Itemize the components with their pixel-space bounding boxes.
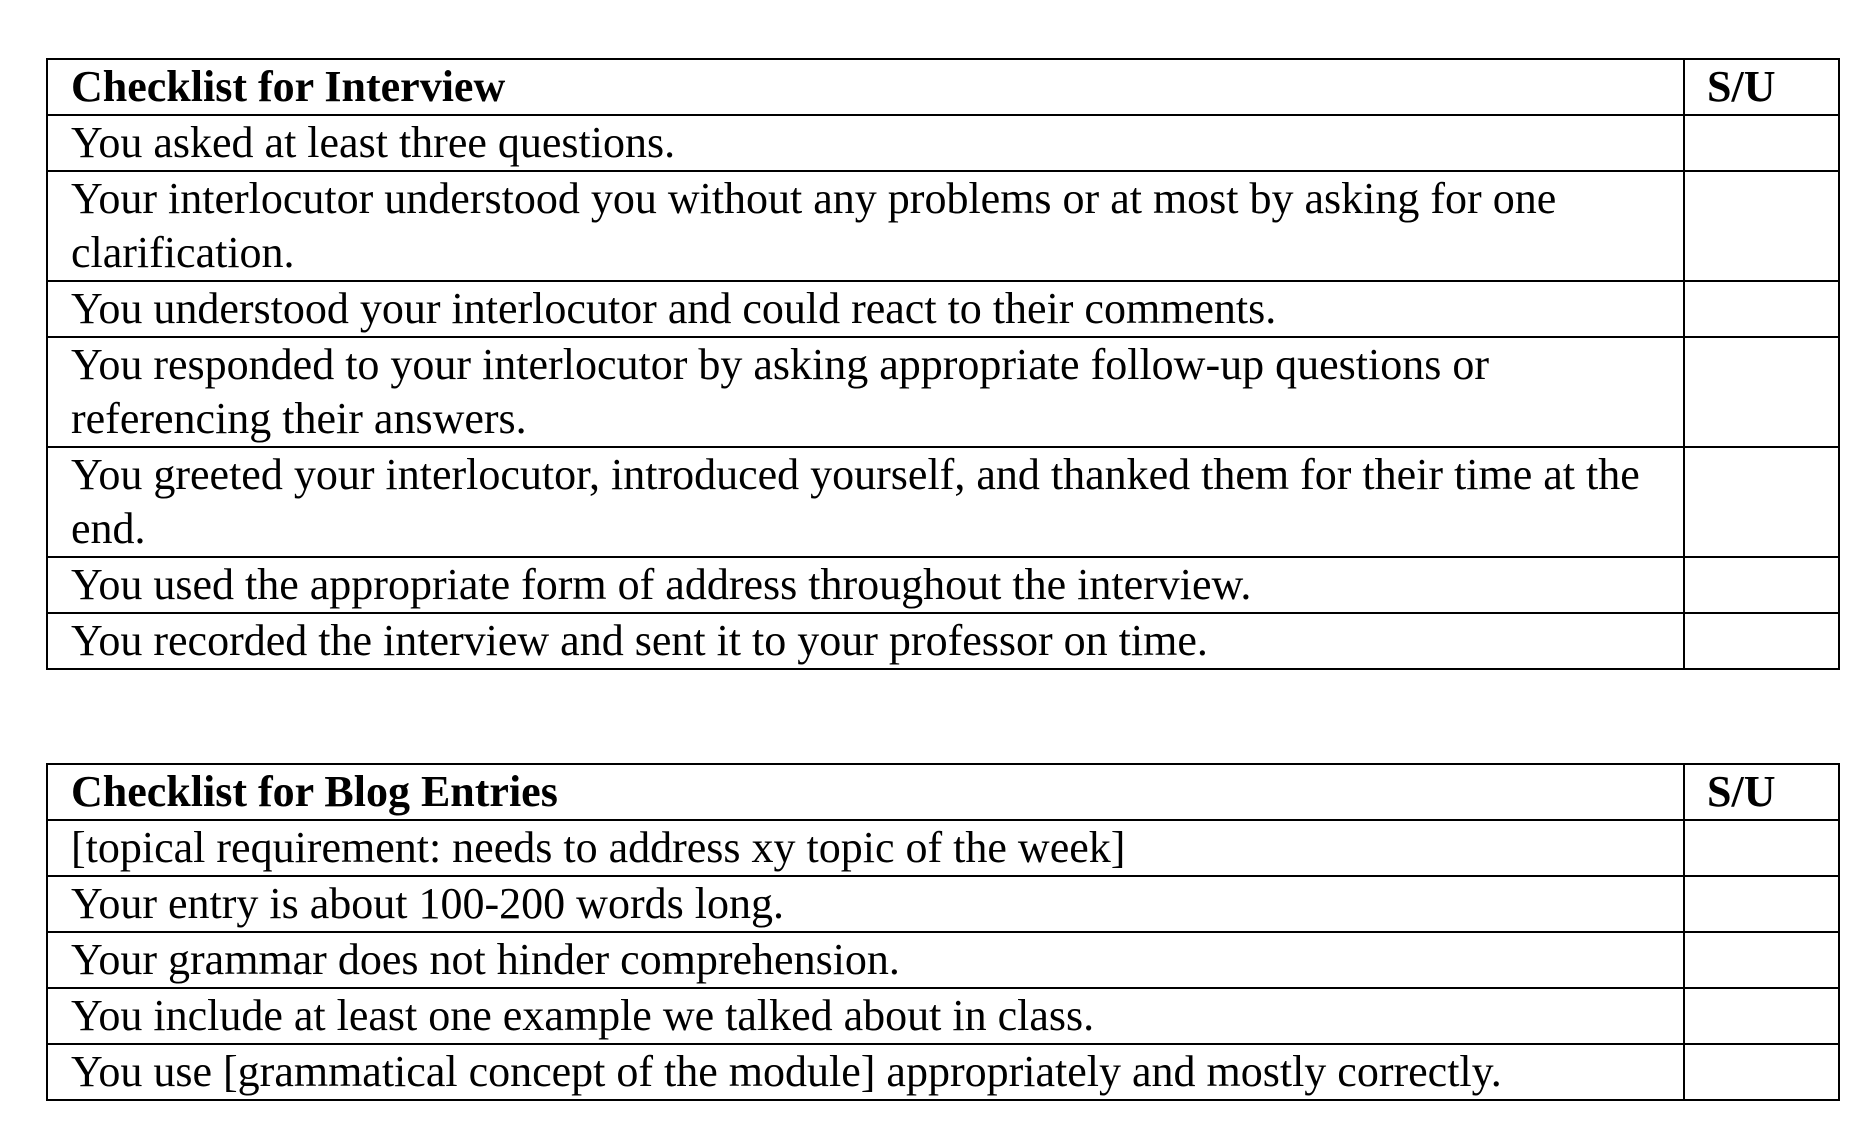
score-cell [1684,1044,1839,1100]
criterion-cell: [topical requirement: needs to address xy topic of the week] [47,820,1684,876]
table-title: Checklist for Blog Entries [47,764,1684,820]
score-cell [1684,115,1839,171]
score-column-header: S/U [1684,59,1839,115]
table-row [47,820,1839,876]
criterion-cell: You recorded the interview and sent it to your professor on time. [47,613,1684,669]
table-header-row [47,59,1839,115]
table-row [47,613,1839,669]
table-row [47,988,1839,1044]
table-row [47,932,1839,988]
table-row [47,281,1839,337]
criterion-cell: Your interlocutor understood you without any problems or at most by asking for one clarification. [47,171,1684,281]
interview-checklist-table [46,58,1840,670]
criterion-cell: You greeted your interlocutor, introduced yourself, and thanked them for their time at the end. [47,447,1684,557]
score-cell [1684,337,1839,447]
table-row [47,447,1839,557]
table-row [47,557,1839,613]
table-row [47,1044,1839,1100]
score-cell [1684,171,1839,281]
score-cell [1684,876,1839,932]
score-cell [1684,447,1839,557]
score-cell [1684,932,1839,988]
score-cell [1684,281,1839,337]
table-row [47,876,1839,932]
criterion-cell: You asked at least three questions. [47,115,1684,171]
criterion-cell: You include at least one example we talked about in class. [47,988,1684,1044]
score-cell [1684,820,1839,876]
criterion-cell: You used the appropriate form of address throughout the interview. [47,557,1684,613]
table-row [47,115,1839,171]
criterion-cell: Your grammar does not hinder comprehension. [47,932,1684,988]
score-column-header: S/U [1684,764,1839,820]
table-row [47,337,1839,447]
table-row [47,171,1839,281]
criterion-cell: You responded to your interlocutor by asking appropriate follow-up questions or referencing their answers. [47,337,1684,447]
blog-checklist-table [46,763,1840,1101]
criterion-cell: You understood your interlocutor and could react to their comments. [47,281,1684,337]
score-cell [1684,613,1839,669]
criterion-cell: Your entry is about 100-200 words long. [47,876,1684,932]
table-title: Checklist for Interview [47,59,1684,115]
criterion-cell: You use [grammatical concept of the module] appropriately and mostly correctly. [47,1044,1684,1100]
score-cell [1684,988,1839,1044]
table-header-row [47,764,1839,820]
score-cell [1684,557,1839,613]
